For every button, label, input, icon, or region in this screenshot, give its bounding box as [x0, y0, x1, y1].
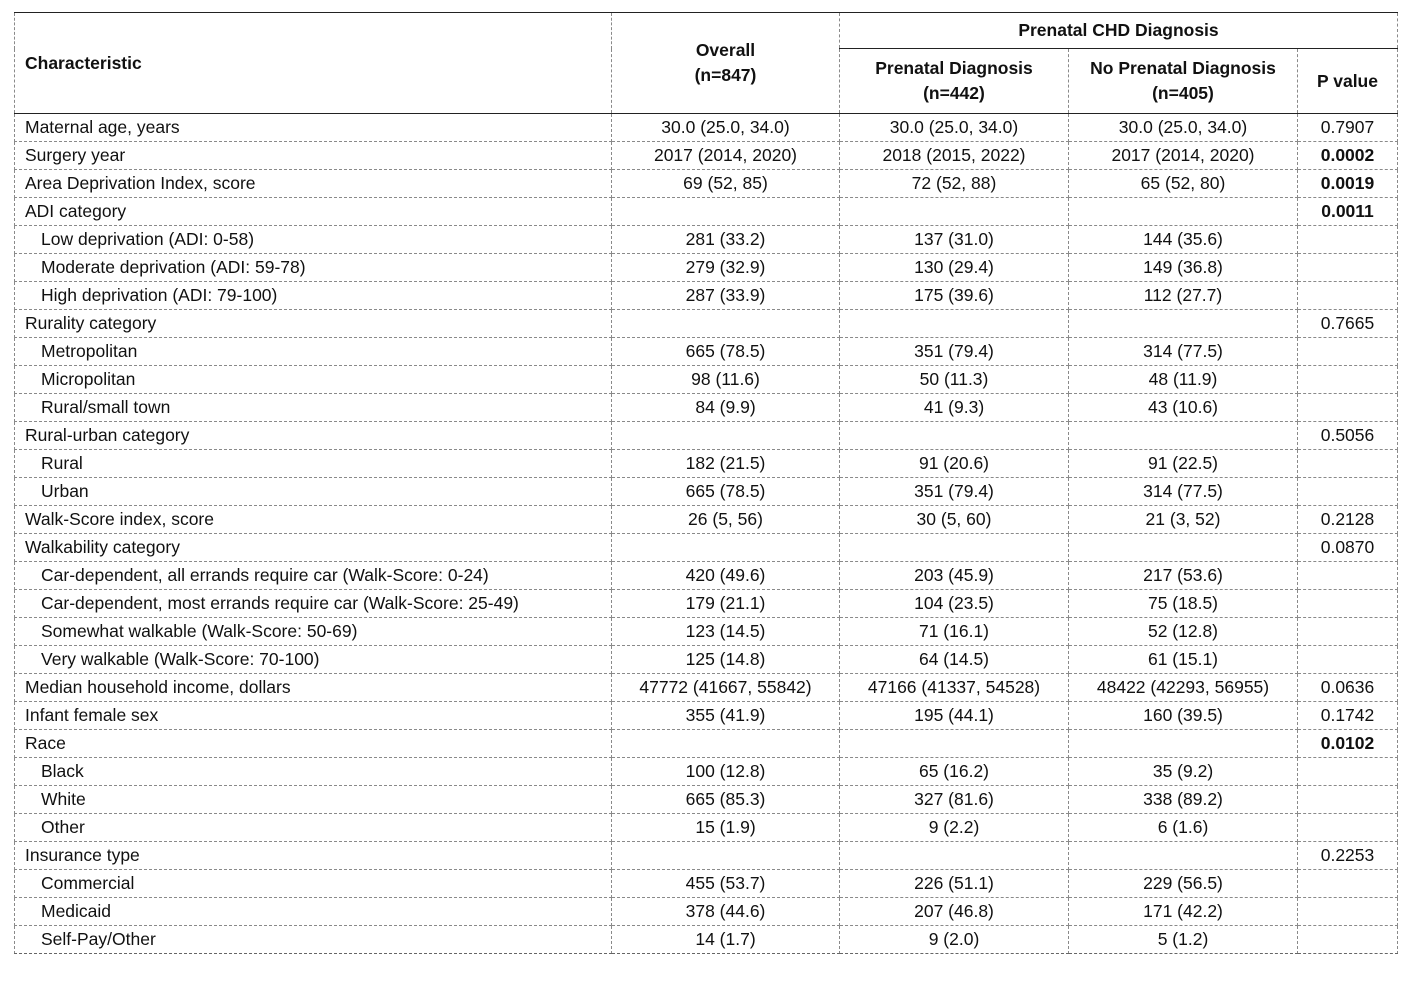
table-row [15, 422, 1398, 450]
p-value [1298, 870, 1398, 898]
overall-value: 665 (78.5) [612, 478, 840, 506]
p-value [1298, 646, 1398, 674]
no-prenatal-value: 61 (15.1) [1069, 646, 1298, 674]
prenatal-value: 47166 (41337, 54528) [840, 674, 1069, 702]
prenatal-value: 195 (44.1) [840, 702, 1069, 730]
row-label: Rural/small town [15, 394, 612, 422]
prenatal-value: 9 (2.2) [840, 814, 1069, 842]
overall-header [612, 13, 840, 114]
prenatal-value: 207 (46.8) [840, 898, 1069, 926]
no-prenatal-value: 48422 (42293, 56955) [1069, 674, 1298, 702]
no-prenatal-header-label: No Prenatal Diagnosis [1090, 58, 1276, 78]
row-label: Low deprivation (ADI: 0-58) [15, 226, 612, 254]
prenatal-value: 72 (52, 88) [840, 170, 1069, 198]
no-prenatal-value: 52 (12.8) [1069, 618, 1298, 646]
prenatal-value: 226 (51.1) [840, 870, 1069, 898]
p-value: 0.7907 [1298, 114, 1398, 142]
row-label: Urban [15, 478, 612, 506]
prenatal-chd-group-header: Prenatal CHD Diagnosis [840, 13, 1398, 49]
no-prenatal-value [1069, 730, 1298, 758]
row-label: Rurality category [15, 310, 612, 338]
row-label: White [15, 786, 612, 814]
row-label: Commercial [15, 870, 612, 898]
table-row [15, 394, 1398, 422]
row-label: Maternal age, years [15, 114, 612, 142]
p-value [1298, 926, 1398, 954]
p-value [1298, 898, 1398, 926]
characteristics-table [14, 12, 1398, 954]
p-value [1298, 478, 1398, 506]
overall-header-label: Overall [695, 40, 756, 60]
no-prenatal-value: 144 (35.6) [1069, 226, 1298, 254]
table-row [15, 114, 1398, 142]
overall-value: 2017 (2014, 2020) [612, 142, 840, 170]
p-value [1298, 786, 1398, 814]
no-prenatal-value: 48 (11.9) [1069, 366, 1298, 394]
overall-value: 281 (33.2) [612, 226, 840, 254]
overall-value: 179 (21.1) [612, 590, 840, 618]
overall-value: 125 (14.8) [612, 646, 840, 674]
overall-value: 14 (1.7) [612, 926, 840, 954]
overall-value: 100 (12.8) [612, 758, 840, 786]
p-value: 0.2128 [1298, 506, 1398, 534]
table-row [15, 842, 1398, 870]
overall-value [612, 422, 840, 450]
table-row [15, 450, 1398, 478]
no-prenatal-value [1069, 534, 1298, 562]
p-value: 0.0870 [1298, 534, 1398, 562]
row-label: Micropolitan [15, 366, 612, 394]
prenatal-diagnosis-header [840, 49, 1069, 114]
row-label: Somewhat walkable (Walk-Score: 50-69) [15, 618, 612, 646]
table-row [15, 338, 1398, 366]
row-label: Medicaid [15, 898, 612, 926]
overall-value [612, 198, 840, 226]
prenatal-value [840, 842, 1069, 870]
prenatal-value: 91 (20.6) [840, 450, 1069, 478]
no-prenatal-value: 35 (9.2) [1069, 758, 1298, 786]
no-prenatal-value: 30.0 (25.0, 34.0) [1069, 114, 1298, 142]
overall-value: 15 (1.9) [612, 814, 840, 842]
p-value [1298, 814, 1398, 842]
no-prenatal-value: 217 (53.6) [1069, 562, 1298, 590]
table-row [15, 730, 1398, 758]
table-row [15, 198, 1398, 226]
table-row [15, 814, 1398, 842]
p-value [1298, 590, 1398, 618]
row-label: Walkability category [15, 534, 612, 562]
row-label: Surgery year [15, 142, 612, 170]
prenatal-value: 71 (16.1) [840, 618, 1069, 646]
row-label: ADI category [15, 198, 612, 226]
p-value: 0.2253 [1298, 842, 1398, 870]
row-label: Metropolitan [15, 338, 612, 366]
prenatal-header-n: (n=442) [923, 83, 985, 103]
prenatal-value: 65 (16.2) [840, 758, 1069, 786]
row-label: Infant female sex [15, 702, 612, 730]
overall-value: 182 (21.5) [612, 450, 840, 478]
table-row [15, 758, 1398, 786]
p-value [1298, 338, 1398, 366]
p-value [1298, 366, 1398, 394]
prenatal-value [840, 198, 1069, 226]
row-label: Rural-urban category [15, 422, 612, 450]
table-row [15, 310, 1398, 338]
prenatal-value: 41 (9.3) [840, 394, 1069, 422]
overall-value: 30.0 (25.0, 34.0) [612, 114, 840, 142]
table-row [15, 534, 1398, 562]
overall-value: 98 (11.6) [612, 366, 840, 394]
table-row [15, 282, 1398, 310]
prenatal-value: 137 (31.0) [840, 226, 1069, 254]
overall-value: 355 (41.9) [612, 702, 840, 730]
table-row [15, 142, 1398, 170]
overall-value: 69 (52, 85) [612, 170, 840, 198]
p-value: 0.5056 [1298, 422, 1398, 450]
no-prenatal-header-n: (n=405) [1152, 83, 1214, 103]
row-label: Other [15, 814, 612, 842]
prenatal-value: 30 (5, 60) [840, 506, 1069, 534]
no-prenatal-value: 149 (36.8) [1069, 254, 1298, 282]
p-value [1298, 226, 1398, 254]
table-row [15, 618, 1398, 646]
row-label: High deprivation (ADI: 79-100) [15, 282, 612, 310]
no-prenatal-value: 160 (39.5) [1069, 702, 1298, 730]
p-value: 0.0102 [1298, 730, 1398, 758]
no-prenatal-value: 43 (10.6) [1069, 394, 1298, 422]
prenatal-value: 175 (39.6) [840, 282, 1069, 310]
no-prenatal-value: 314 (77.5) [1069, 338, 1298, 366]
no-prenatal-value: 65 (52, 80) [1069, 170, 1298, 198]
table-row [15, 786, 1398, 814]
prenatal-value: 203 (45.9) [840, 562, 1069, 590]
prenatal-value [840, 422, 1069, 450]
table-row [15, 478, 1398, 506]
p-value [1298, 450, 1398, 478]
overall-value: 84 (9.9) [612, 394, 840, 422]
overall-value [612, 534, 840, 562]
row-label: Self-Pay/Other [15, 926, 612, 954]
row-label: Moderate deprivation (ADI: 59-78) [15, 254, 612, 282]
table-row [15, 646, 1398, 674]
p-value: 0.0002 [1298, 142, 1398, 170]
no-prenatal-value: 338 (89.2) [1069, 786, 1298, 814]
no-prenatal-value [1069, 422, 1298, 450]
no-prenatal-value [1069, 842, 1298, 870]
p-value [1298, 562, 1398, 590]
overall-value: 47772 (41667, 55842) [612, 674, 840, 702]
prenatal-value: 327 (81.6) [840, 786, 1069, 814]
overall-value: 287 (33.9) [612, 282, 840, 310]
row-label: Walk-Score index, score [15, 506, 612, 534]
row-label: Insurance type [15, 842, 612, 870]
p-value: 0.0636 [1298, 674, 1398, 702]
prenatal-value: 351 (79.4) [840, 478, 1069, 506]
overall-value: 665 (85.3) [612, 786, 840, 814]
no-prenatal-value: 5 (1.2) [1069, 926, 1298, 954]
prenatal-value: 30.0 (25.0, 34.0) [840, 114, 1069, 142]
no-prenatal-value: 2017 (2014, 2020) [1069, 142, 1298, 170]
overall-value: 665 (78.5) [612, 338, 840, 366]
prenatal-value: 64 (14.5) [840, 646, 1069, 674]
table-header [15, 13, 1398, 114]
p-value: 0.7665 [1298, 310, 1398, 338]
p-value [1298, 254, 1398, 282]
p-value [1298, 618, 1398, 646]
prenatal-value [840, 534, 1069, 562]
table-row [15, 870, 1398, 898]
row-label: Median household income, dollars [15, 674, 612, 702]
table-row [15, 926, 1398, 954]
table-row [15, 366, 1398, 394]
prenatal-value: 2018 (2015, 2022) [840, 142, 1069, 170]
row-label: Rural [15, 450, 612, 478]
table-row [15, 562, 1398, 590]
no-prenatal-value [1069, 198, 1298, 226]
prenatal-value [840, 730, 1069, 758]
no-prenatal-value: 6 (1.6) [1069, 814, 1298, 842]
characteristic-header: Characteristic [15, 13, 612, 114]
table-row [15, 898, 1398, 926]
p-value [1298, 758, 1398, 786]
prenatal-value: 130 (29.4) [840, 254, 1069, 282]
table-row [15, 590, 1398, 618]
p-value: 0.0019 [1298, 170, 1398, 198]
overall-value: 378 (44.6) [612, 898, 840, 926]
prenatal-value: 50 (11.3) [840, 366, 1069, 394]
row-label: Black [15, 758, 612, 786]
table-row [15, 506, 1398, 534]
overall-value: 455 (53.7) [612, 870, 840, 898]
p-value [1298, 394, 1398, 422]
table-row [15, 170, 1398, 198]
prenatal-value: 104 (23.5) [840, 590, 1069, 618]
prenatal-header-label: Prenatal Diagnosis [875, 58, 1033, 78]
p-value: 0.1742 [1298, 702, 1398, 730]
no-prenatal-value: 91 (22.5) [1069, 450, 1298, 478]
p-value: 0.0011 [1298, 198, 1398, 226]
overall-value [612, 730, 840, 758]
overall-value: 123 (14.5) [612, 618, 840, 646]
overall-value: 26 (5, 56) [612, 506, 840, 534]
no-prenatal-value [1069, 310, 1298, 338]
row-label: Area Deprivation Index, score [15, 170, 612, 198]
table-row [15, 674, 1398, 702]
overall-header-n: (n=847) [694, 65, 757, 85]
p-value-header: P value [1298, 49, 1398, 114]
no-prenatal-value: 314 (77.5) [1069, 478, 1298, 506]
no-prenatal-value: 21 (3, 52) [1069, 506, 1298, 534]
no-prenatal-value: 75 (18.5) [1069, 590, 1298, 618]
table-row [15, 226, 1398, 254]
prenatal-value: 351 (79.4) [840, 338, 1069, 366]
prenatal-value: 9 (2.0) [840, 926, 1069, 954]
row-label: Car-dependent, all errands require car (Walk-Score: 0-24) [15, 562, 612, 590]
row-label: Very walkable (Walk-Score: 70-100) [15, 646, 612, 674]
prenatal-value [840, 310, 1069, 338]
overall-value [612, 842, 840, 870]
table-row [15, 254, 1398, 282]
no-prenatal-value: 171 (42.2) [1069, 898, 1298, 926]
row-label: Car-dependent, most errands require car (Walk-Score: 25-49) [15, 590, 612, 618]
overall-value: 420 (49.6) [612, 562, 840, 590]
row-label: Race [15, 730, 612, 758]
table-body [15, 114, 1398, 954]
no-prenatal-value: 229 (56.5) [1069, 870, 1298, 898]
no-prenatal-value: 112 (27.7) [1069, 282, 1298, 310]
overall-value: 279 (32.9) [612, 254, 840, 282]
no-prenatal-diagnosis-header [1069, 49, 1298, 114]
p-value [1298, 282, 1398, 310]
table-row [15, 702, 1398, 730]
overall-value [612, 310, 840, 338]
